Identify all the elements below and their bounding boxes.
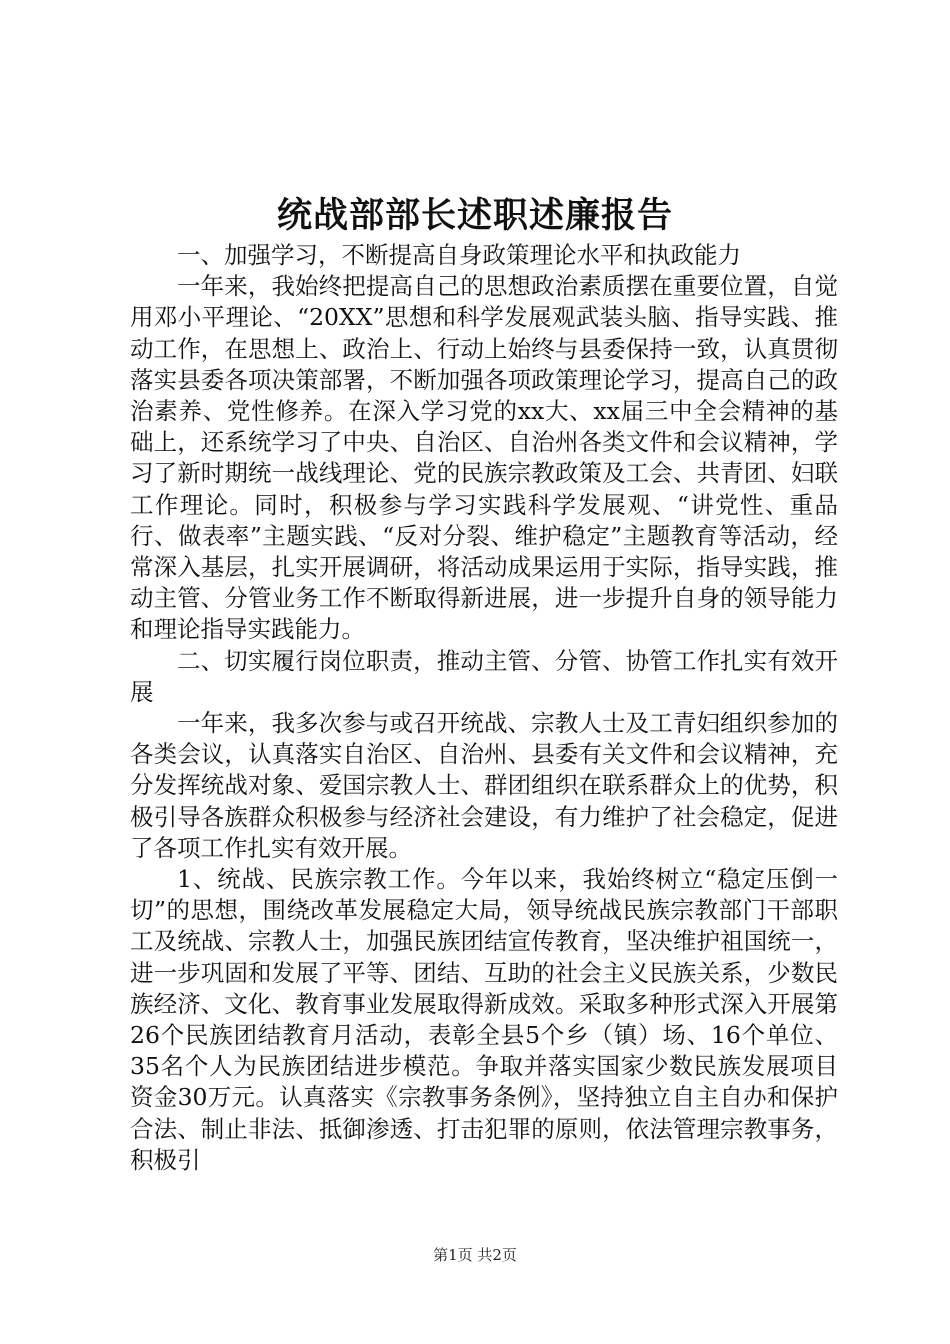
body-paragraph: 一年来，我多次参与或召开统战、宗教人士及工青妇组织参加的各类会议，认真落实自治区、自治州、县委有关文件和会议精神，充分发挥统战对象、爱国宗教人士、群团组织在联系群众上的优势，积极引导各族群众积极参与经济社会建设，有力维护了社会稳定，促进了各项工作扎实有效开展。 [130,709,838,862]
body-paragraph: 1、统战、民族宗教工作。今年以来，我始终树立“稳定压倒一切”的思想，围绕改革发展稳定大局，领导统战民族宗教部门干部职工及统战、宗教人士，加强民族团结宣传教育，坚决维护祖国统一，进一步巩固和发展了平等、团结、互助的社会主义民族关系，少数民族经济、文化、教育事业发展取得新成效。采取多种形式深入开展第26个民族团结教育月活动，表彰全县5个乡（镇）场、16个单位、35名个人为民族团结进步模范。争取并落实国家少数民族发展项目资金30万元。认真落实《宗教事务条例》，坚持独立自主自办和保护合法、制止非法、抵御渗透、打击犯罪的原则，依法管理宗教事务，积极引 [130,865,838,1174]
page-number-footer: 第1页 共2页 [433,1246,517,1264]
body-paragraph: 一年来，我始终把提高自己的思想政治素质摆在重要位置，自觉用邓小平理论、“20XX”思想和科学发展观武装头脑、指导实践、推动工作，在思想上、政治上、行动上始终与县委保持一致，认真贯彻落实县委各项决策部署，不断加强各项政策理论学习，提高自己的政治素养、党性修养。在深入学习党的xx大、xx届三中全会精神的基础上，还系统学习了中央、自治区、自治州各类文件和会议精神，学习了新时期统一战线理论、党的民族宗教政策及工会、共青团、妇联工作理论。同时，积极参与学习实践科学发展观、“讲党性、重品行、做表率”主题实践、“反对分裂、维护稳定”主题教育等活动，经常深入基层，扎实开展调研，将活动成果运用于实际，指导实践，推动主管、分管业务工作不断取得新进展，进一步提升自身的领导能力和理论指导实践能力。 [130,272,838,644]
section-heading-1: 一、加强学习，不断提高自身政策理论水平和执政能力 [177,241,741,269]
document-title: 统战部部长述职述廉报告 [276,195,673,236]
document-body [130,240,838,1176]
section-heading-2: 二、切实履行岗位职责，推动主管、分管、协管工作扎实有效开展 [130,646,838,706]
